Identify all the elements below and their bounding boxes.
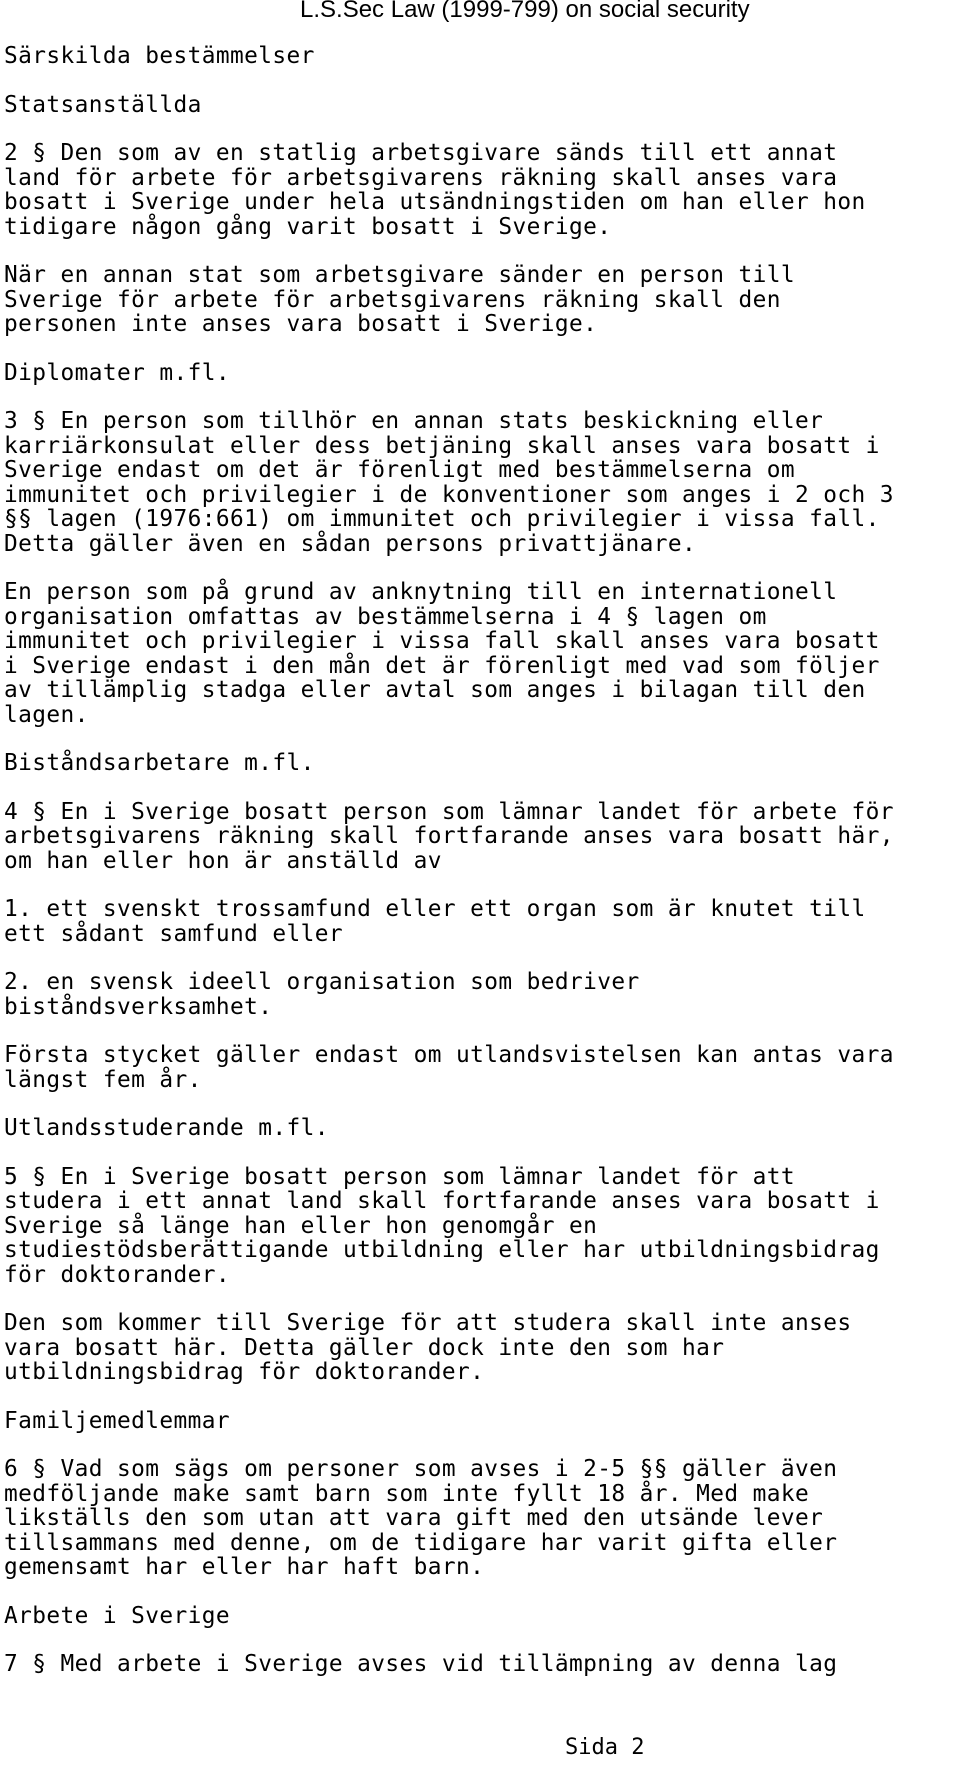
section-heading: Biståndsarbetare m.fl.	[4, 750, 315, 776]
section-heading: Utlandsstuderande m.fl.	[4, 1115, 329, 1141]
paragraph: Den som kommer till Sverige för att studera skall inte anses vara bosatt här. Detta gäller dock inte den som har utbildningsbidrag för doktorander.	[4, 1310, 852, 1385]
paragraph: När en annan stat som arbetsgivare sänder en person till Sverige för arbete för arbetsgivarens räkning skall den personen inte anses vara bosatt i Sverige.	[4, 262, 795, 337]
document-header: L.S.Sec Law (1999-799) on social security	[300, 0, 750, 23]
section-heading: Statsanställda	[4, 91, 202, 118]
section-heading: Familjemedlemmar	[4, 1407, 230, 1434]
section-heading: Diplomater m.fl.	[4, 359, 230, 386]
page-number: Sida 2	[565, 1735, 645, 1760]
paragraph: Första stycket gäller endast om utlandsvistelsen kan antas vara längst fem år.	[4, 1042, 894, 1093]
paragraph: 4 § En i Sverige bosatt person som lämnar landet för arbete för arbetsgivarens räkning skall fortfarande anses vara bosatt här, om han eller hon är anställd av	[4, 798, 894, 874]
paragraph: 6 § Vad som sägs om personer som avses i 2-5 §§ gäller även medföljande make samt barn som inte fyllt 18 år. Med make likställs den som utan att vara gift med den utsände lever tillsammans med denne, om de tidigare har varit gifta eller gemensamt har eller har haft barn.	[4, 1456, 838, 1580]
list-item: 1. ett svenskt trossamfund eller ett organ som är knutet till ett sådant samfund eller	[4, 896, 866, 947]
paragraph: 3 § En person som tillhör en annan stats beskickning eller karriärkonsulat eller dess betjäning skall anses vara bosatt i Sverige endast om det är förenligt med bestämmelserna om immunitet och privilegier i de konventioner som anges i 2 och 3 §§ lagen (1976:661) om immunitet och privilegier i vissa fall. Detta gäller även en sådan persons privattjänare.	[4, 408, 894, 557]
paragraph: En person som på grund av anknytning till en internationell organisation omfattas av bestämmelserna i 4 § lagen om immunitet och privilegier i vissa fall skall anses vara bosatt i Sverige endast i den mån det är förenligt med vad som följer av tillämplig stadga eller avtal som anges i bilagan till den lagen.	[4, 579, 880, 728]
document-body	[4, 44, 956, 1701]
section-heading: Särskilda bestämmelser	[4, 43, 315, 69]
paragraph: 5 § En i Sverige bosatt person som lämnar landet för att studera i ett annat land skall fortfarande anses vara bosatt i Sverige så länge han eller hon genomgår en studiestödsberättigande utbildning eller har utbildningsbidrag för doktorander.	[4, 1163, 880, 1288]
list-item: 2. en svensk ideell organisation som bedriver biståndsverksamhet.	[4, 969, 640, 1020]
paragraph: 7 § Med arbete i Sverige avses vid tillämpning av denna lag	[4, 1651, 838, 1677]
section-heading: Arbete i Sverige	[4, 1602, 230, 1629]
paragraph: 2 § Den som av en statlig arbetsgivare sänds till ett annat land för arbete för arbetsgivarens räkning skall anses vara bosatt i Sverige under hela utsändningstiden om han eller hon tidigare någon gång varit bosatt i Sverige.	[4, 140, 866, 240]
